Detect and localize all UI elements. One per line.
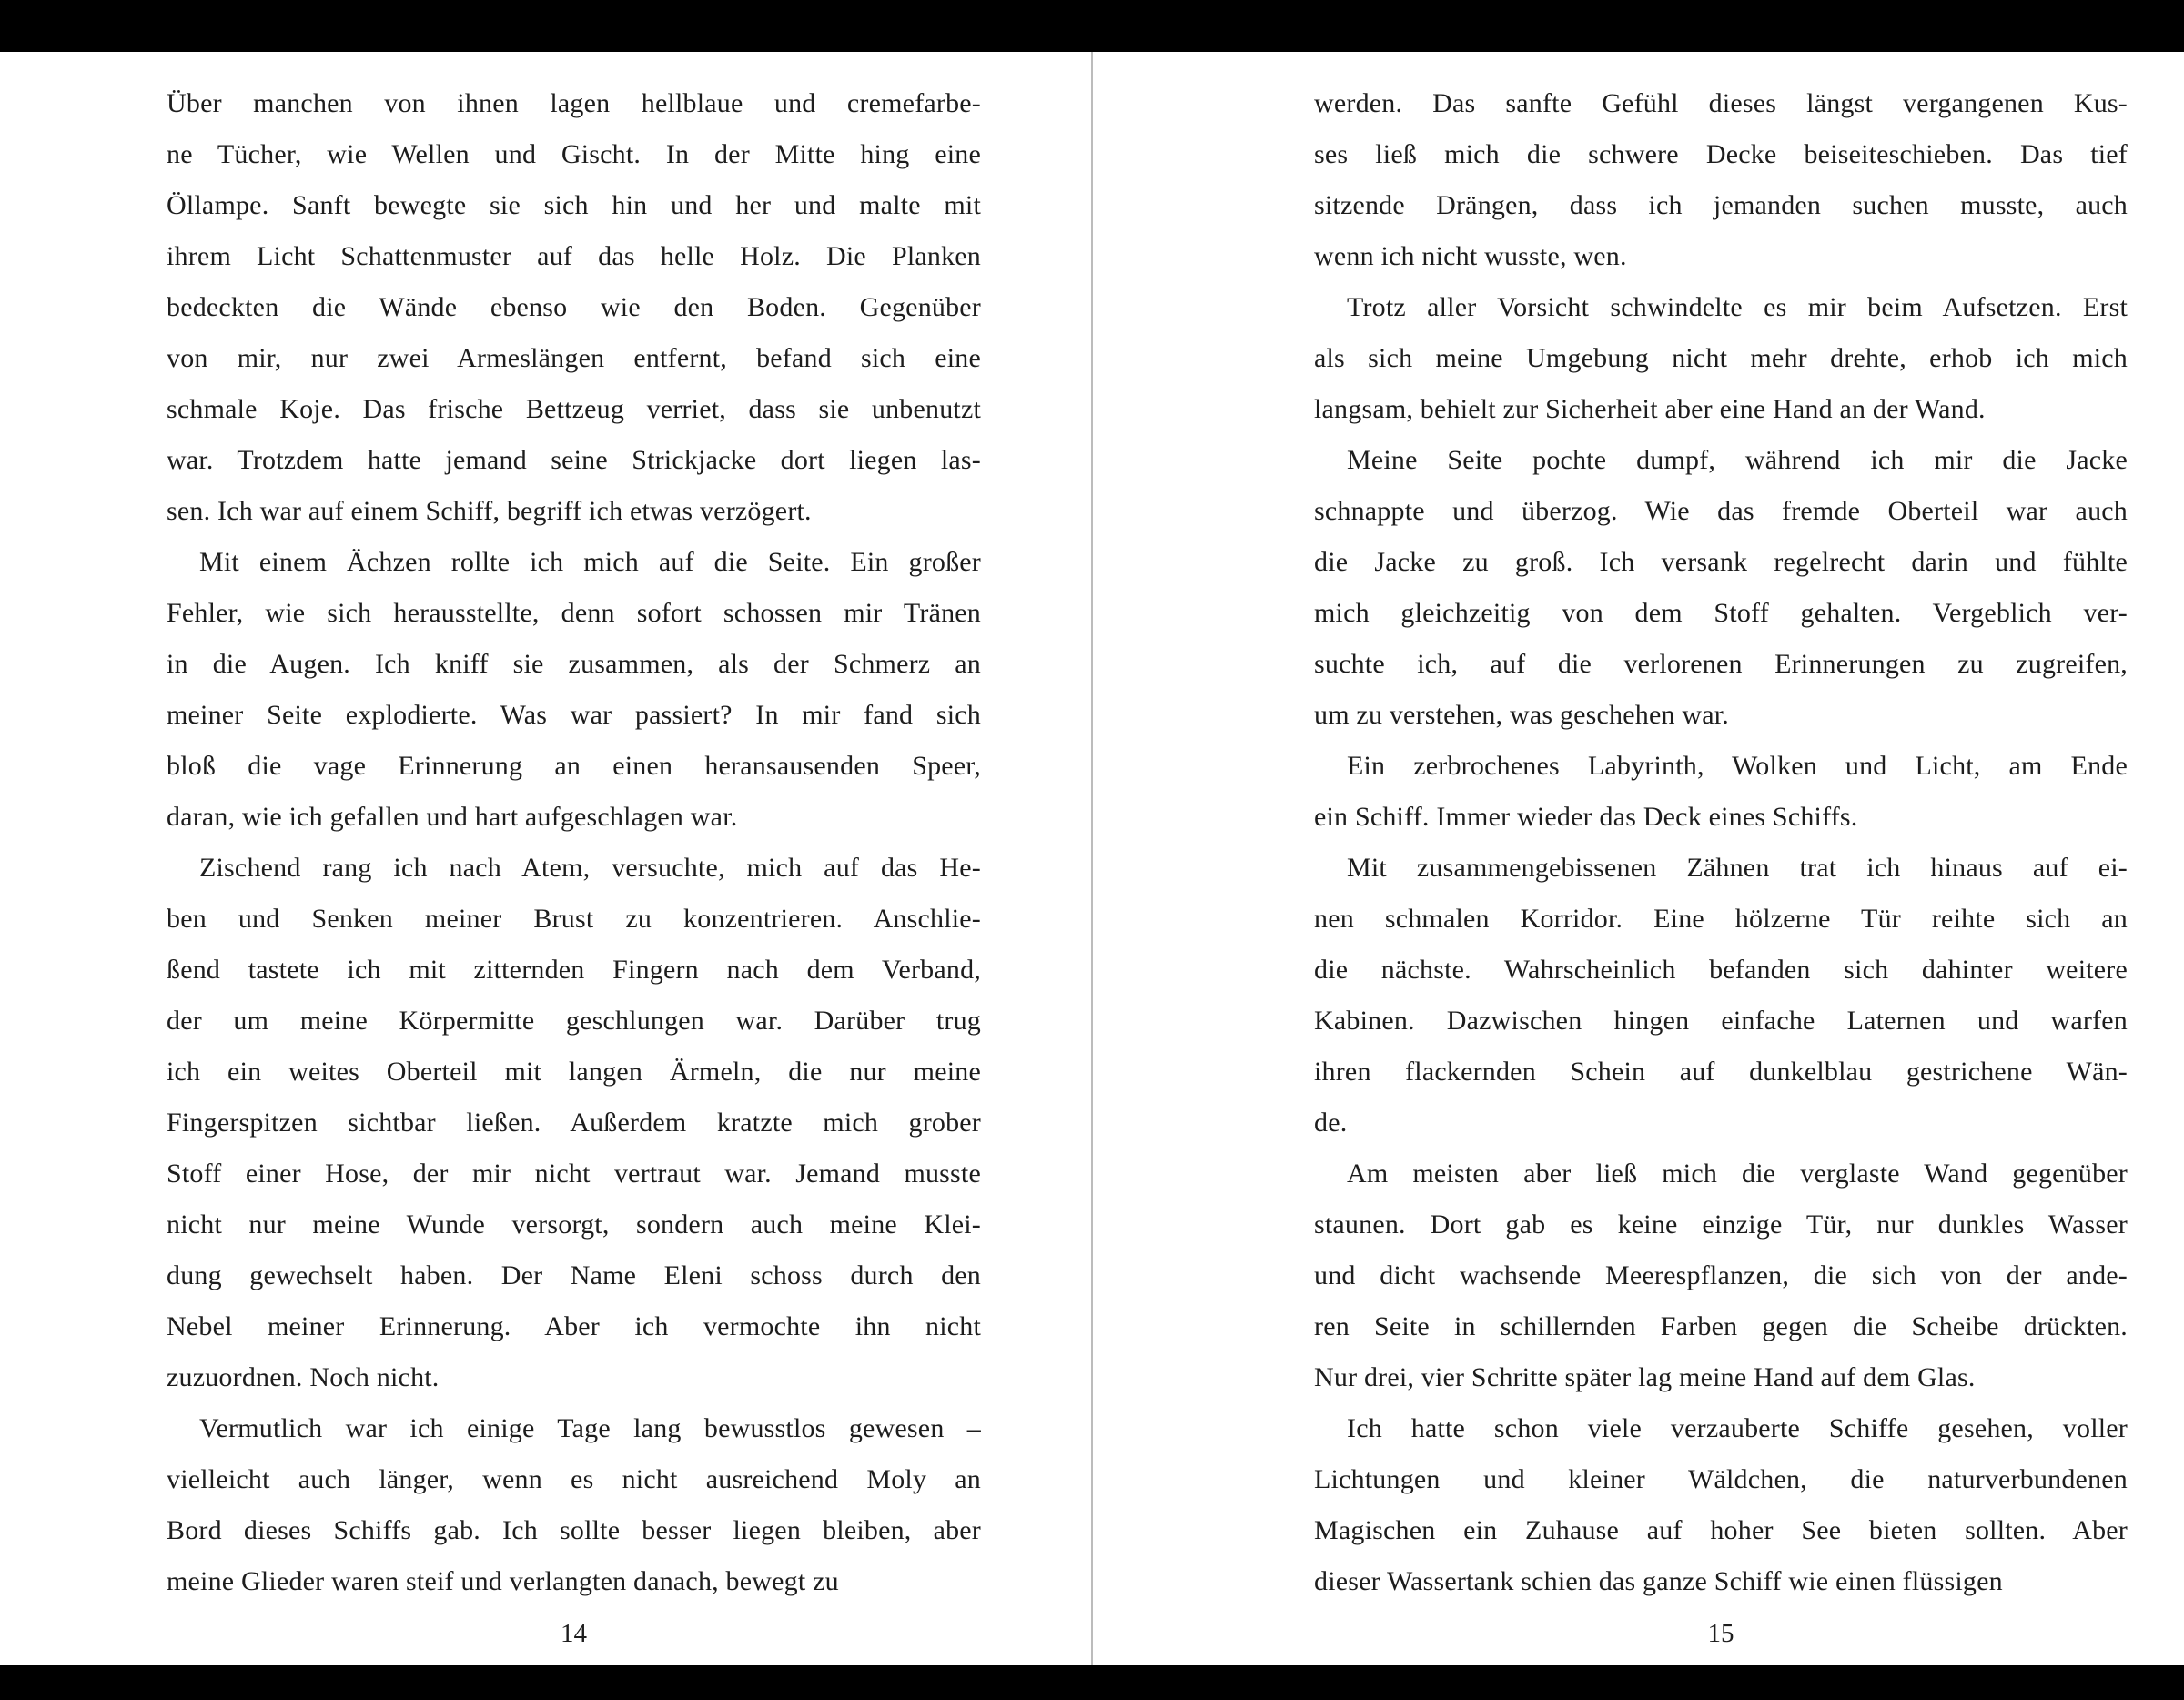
text-line: ren Seite in schillernden Farben gegen die Scheibe drückten. (1314, 1311, 2128, 1341)
text-line: Über manchen von ihnen lagen hellblaue und cremefarbe- (167, 88, 981, 118)
text-line: Kabinen. Dazwischen hingen einfache Laternen und warfen (1314, 1006, 2128, 1036)
text-line: sen. Ich war auf einem Schiff, begriff ich etwas verzögert. (167, 496, 812, 526)
text-line: langsam, behielt zur Sicherheit aber eine Hand an der Wand. (1314, 394, 1986, 424)
text-line: Zischend rang ich nach Atem, versuchte, mich auf das He- (199, 853, 981, 883)
text-line: ne Tücher, wie Wellen und Gischt. In der Mitte hing eine (167, 139, 981, 169)
text-line: der um meine Körpermitte geschlungen war. Darüber trug (167, 1006, 981, 1036)
text-line: Trotz aller Vorsicht schwindelte es mir beim Aufsetzen. Erst (1347, 292, 2128, 322)
text-line: dung gewechselt haben. Der Name Eleni schoss durch den (167, 1260, 981, 1290)
text-line: werden. Das sanfte Gefühl dieses längst vergangenen Kus- (1314, 88, 2128, 118)
text-line: Ein zerbrochenes Labyrinth, Wolken und Licht, am Ende (1347, 751, 2128, 781)
left-text-column (167, 78, 981, 1607)
text-line: ein Schiff. Immer wieder das Deck eines Schiffs. (1314, 802, 1858, 832)
text-line: Bord dieses Schiffs gab. Ich sollte besser liegen bleiben, aber (167, 1515, 981, 1545)
text-line: wenn ich nicht wusste, wen. (1314, 241, 1627, 271)
text-line: und dicht wachsende Meerespflanzen, die sich von der ande- (1314, 1260, 2128, 1290)
text-line: Nur drei, vier Schritte später lag meine Hand auf dem Glas. (1314, 1362, 1976, 1392)
text-line: Meine Seite pochte dumpf, während ich mir die Jacke (1347, 445, 2128, 475)
text-line: Öllampe. Sanft bewegte sie sich hin und her und malte mit (167, 190, 981, 220)
text-line: ses ließ mich die schwere Decke beiseiteschieben. Das tief (1314, 139, 2128, 169)
text-line: ben und Senken meiner Brust zu konzentrieren. Anschlie- (167, 904, 981, 934)
text-line: Ich hatte schon viele verzauberte Schiffe gesehen, voller (1347, 1413, 2128, 1443)
right-page-number: 15 (1707, 1619, 1734, 1648)
text-line: ßend tastete ich mit zitternden Fingern nach dem Verband, (167, 955, 981, 985)
text-line: nen schmalen Korridor. Eine hölzerne Tür reihte sich an (1314, 904, 2128, 934)
text-line: nicht nur meine Wunde versorgt, sondern auch meine Klei- (167, 1209, 981, 1240)
text-line: war. Trotzdem hatte jemand seine Strickjacke dort liegen las- (167, 445, 981, 475)
text-line: Nebel meiner Erinnerung. Aber ich vermochte ihn nicht (167, 1311, 981, 1341)
text-line: Stoff einer Hose, der mir nicht vertraut war. Jemand musste (167, 1159, 981, 1189)
text-line: vielleicht auch länger, wenn es nicht ausreichend Moly an (167, 1464, 981, 1494)
text-line: bedeckten die Wände ebenso wie den Boden. Gegenüber (167, 292, 981, 322)
left-page-number: 14 (561, 1619, 587, 1648)
text-line: Am meisten aber ließ mich die verglaste Wand gegenüber (1347, 1159, 2128, 1189)
page-right (1093, 52, 2184, 1665)
text-line: Mit einem Ächzen rollte ich mich auf die Seite. Ein großer (199, 547, 981, 577)
text-line: sitzende Drängen, dass ich jemanden suchen musste, auch (1314, 190, 2128, 220)
top-black-bar (0, 0, 2184, 52)
text-line: de. (1314, 1108, 1348, 1138)
text-line: Fingerspitzen sichtbar ließen. Außerdem kratzte mich grober (167, 1108, 981, 1138)
text-line: staunen. Dort gab es keine einzige Tür, nur dunkles Wasser (1314, 1209, 2128, 1240)
text-line: Lichtungen und kleiner Wäldchen, die naturverbundenen (1314, 1464, 2128, 1494)
text-line: von mir, nur zwei Armeslängen entfernt, befand sich eine (167, 343, 981, 373)
bottom-black-bar (0, 1665, 2184, 1700)
text-line: mich gleichzeitig von dem Stoff gehalten. Vergeblich ver- (1314, 598, 2128, 628)
text-line: zuzuordnen. Noch nicht. (167, 1362, 440, 1392)
text-line: meine Glieder waren steif und verlangten danach, bewegt zu (167, 1566, 839, 1596)
text-line: schmale Koje. Das frische Bettzeug verriet, dass sie unbenutzt (167, 394, 981, 424)
text-line: ihren flackernden Schein auf dunkelblau gestrichene Wän- (1314, 1057, 2128, 1087)
text-line: Fehler, wie sich herausstellte, denn sofort schossen mir Tränen (167, 598, 981, 628)
text-line: suchte ich, auf die verlorenen Erinnerungen zu zugreifen, (1314, 649, 2128, 679)
text-line: in die Augen. Ich kniff sie zusammen, als der Schmerz an (167, 649, 981, 679)
text-line: Magischen ein Zuhause auf hoher See bieten sollten. Aber (1314, 1515, 2128, 1545)
text-line: ich ein weites Oberteil mit langen Ärmeln, die nur meine (167, 1057, 981, 1087)
text-line: Vermutlich war ich einige Tage lang bewusstlos gewesen – (199, 1413, 981, 1443)
text-line: dieser Wassertank schien das ganze Schiff wie einen flüssigen (1314, 1566, 2003, 1596)
text-line: ihrem Licht Schattenmuster auf das helle Holz. Die Planken (167, 241, 981, 271)
text-line: die nächste. Wahrscheinlich befanden sich dahinter weitere (1314, 955, 2128, 985)
text-line: als sich meine Umgebung nicht mehr drehte, erhob ich mich (1314, 343, 2128, 373)
page-left (0, 52, 1091, 1665)
text-line: meiner Seite explodierte. Was war passiert? In mir fand sich (167, 700, 981, 730)
text-line: um zu verstehen, was geschehen war. (1314, 700, 1730, 730)
text-line: Mit zusammengebissenen Zähnen trat ich hinaus auf ei- (1347, 853, 2128, 883)
text-line: bloß die vage Erinnerung an einen heransausenden Speer, (167, 751, 981, 781)
right-text-column (1314, 78, 2128, 1607)
text-line: schnappte und überzog. Wie das fremde Oberteil war auch (1314, 496, 2128, 526)
text-line: die Jacke zu groß. Ich versank regelrecht darin und fühlte (1314, 547, 2128, 577)
text-line: daran, wie ich gefallen und hart aufgeschlagen war. (167, 802, 738, 832)
